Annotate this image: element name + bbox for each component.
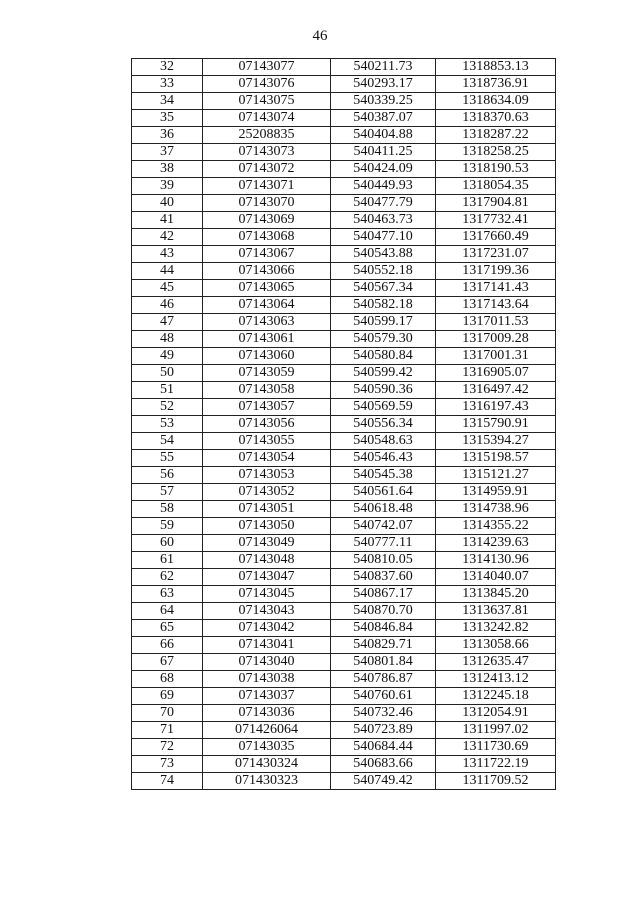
row-number-cell: 68 [132, 671, 203, 688]
point-id-cell: 071430324 [203, 756, 331, 773]
point-id-cell: 07143050 [203, 518, 331, 535]
y-coordinate-cell: 1311709.52 [436, 773, 556, 790]
point-id-cell: 07143036 [203, 705, 331, 722]
table-row [132, 569, 556, 586]
point-id-cell: 25208835 [203, 127, 331, 144]
point-id-cell: 07143037 [203, 688, 331, 705]
row-number-cell: 61 [132, 552, 203, 569]
x-coordinate-cell: 540590.36 [331, 382, 436, 399]
x-coordinate-cell: 540556.34 [331, 416, 436, 433]
y-coordinate-cell: 1317660.49 [436, 229, 556, 246]
row-number-cell: 48 [132, 331, 203, 348]
point-id-cell: 07143060 [203, 348, 331, 365]
row-number-cell: 53 [132, 416, 203, 433]
x-coordinate-cell: 540477.79 [331, 195, 436, 212]
x-coordinate-cell: 540561.64 [331, 484, 436, 501]
x-coordinate-cell: 540387.07 [331, 110, 436, 127]
table-row [132, 722, 556, 739]
y-coordinate-cell: 1314738.96 [436, 501, 556, 518]
table-row [132, 127, 556, 144]
x-coordinate-cell: 540867.17 [331, 586, 436, 603]
table-row [132, 365, 556, 382]
x-coordinate-cell: 540211.73 [331, 59, 436, 76]
table-row [132, 688, 556, 705]
point-id-cell: 07143069 [203, 212, 331, 229]
point-id-cell: 07143038 [203, 671, 331, 688]
x-coordinate-cell: 540339.25 [331, 93, 436, 110]
table-row [132, 212, 556, 229]
table-row [132, 348, 556, 365]
x-coordinate-cell: 540411.25 [331, 144, 436, 161]
table-row [132, 246, 556, 263]
row-number-cell: 37 [132, 144, 203, 161]
x-coordinate-cell: 540580.84 [331, 348, 436, 365]
x-coordinate-cell: 540545.38 [331, 467, 436, 484]
table-row [132, 433, 556, 450]
point-id-cell: 07143040 [203, 654, 331, 671]
x-coordinate-cell: 540552.18 [331, 263, 436, 280]
x-coordinate-cell: 540293.17 [331, 76, 436, 93]
table-row [132, 671, 556, 688]
table-row [132, 76, 556, 93]
y-coordinate-cell: 1313637.81 [436, 603, 556, 620]
row-number-cell: 36 [132, 127, 203, 144]
x-coordinate-cell: 540477.10 [331, 229, 436, 246]
point-id-cell: 07143051 [203, 501, 331, 518]
row-number-cell: 50 [132, 365, 203, 382]
point-id-cell: 07143074 [203, 110, 331, 127]
y-coordinate-cell: 1314040.07 [436, 569, 556, 586]
y-coordinate-cell: 1318370.63 [436, 110, 556, 127]
row-number-cell: 63 [132, 586, 203, 603]
point-id-cell: 07143065 [203, 280, 331, 297]
table-row [132, 399, 556, 416]
table-row [132, 637, 556, 654]
point-id-cell: 07143076 [203, 76, 331, 93]
table-row [132, 552, 556, 569]
y-coordinate-cell: 1314959.91 [436, 484, 556, 501]
point-id-cell: 07143070 [203, 195, 331, 212]
table-row [132, 501, 556, 518]
y-coordinate-cell: 1317904.81 [436, 195, 556, 212]
y-coordinate-cell: 1314355.22 [436, 518, 556, 535]
x-coordinate-cell: 540870.70 [331, 603, 436, 620]
x-coordinate-cell: 540567.34 [331, 280, 436, 297]
y-coordinate-cell: 1317732.41 [436, 212, 556, 229]
y-coordinate-cell: 1311997.02 [436, 722, 556, 739]
x-coordinate-cell: 540684.44 [331, 739, 436, 756]
x-coordinate-cell: 540582.18 [331, 297, 436, 314]
point-id-cell: 07143075 [203, 93, 331, 110]
table-row [132, 654, 556, 671]
y-coordinate-cell: 1312245.18 [436, 688, 556, 705]
x-coordinate-cell: 540749.42 [331, 773, 436, 790]
point-id-cell: 07143054 [203, 450, 331, 467]
point-id-cell: 07143053 [203, 467, 331, 484]
table-row [132, 518, 556, 535]
point-id-cell: 07143035 [203, 739, 331, 756]
row-number-cell: 66 [132, 637, 203, 654]
y-coordinate-cell: 1317199.36 [436, 263, 556, 280]
coordinates-table [131, 58, 556, 790]
y-coordinate-cell: 1318634.09 [436, 93, 556, 110]
table-row [132, 263, 556, 280]
table-row [132, 773, 556, 790]
y-coordinate-cell: 1315394.27 [436, 433, 556, 450]
x-coordinate-cell: 540760.61 [331, 688, 436, 705]
point-id-cell: 07143063 [203, 314, 331, 331]
row-number-cell: 49 [132, 348, 203, 365]
row-number-cell: 38 [132, 161, 203, 178]
y-coordinate-cell: 1315121.27 [436, 467, 556, 484]
point-id-cell: 07143077 [203, 59, 331, 76]
x-coordinate-cell: 540801.84 [331, 654, 436, 671]
x-coordinate-cell: 540449.93 [331, 178, 436, 195]
point-id-cell: 07143042 [203, 620, 331, 637]
row-number-cell: 34 [132, 93, 203, 110]
point-id-cell: 07143052 [203, 484, 331, 501]
row-number-cell: 41 [132, 212, 203, 229]
table-row [132, 603, 556, 620]
table-row [132, 110, 556, 127]
x-coordinate-cell: 540683.66 [331, 756, 436, 773]
row-number-cell: 74 [132, 773, 203, 790]
row-number-cell: 58 [132, 501, 203, 518]
y-coordinate-cell: 1316197.43 [436, 399, 556, 416]
y-coordinate-cell: 1313242.82 [436, 620, 556, 637]
x-coordinate-cell: 540837.60 [331, 569, 436, 586]
y-coordinate-cell: 1316497.42 [436, 382, 556, 399]
point-id-cell: 071430323 [203, 773, 331, 790]
row-number-cell: 44 [132, 263, 203, 280]
y-coordinate-cell: 1313058.66 [436, 637, 556, 654]
table-row [132, 382, 556, 399]
table-row [132, 297, 556, 314]
y-coordinate-cell: 1312635.47 [436, 654, 556, 671]
point-id-cell: 07143064 [203, 297, 331, 314]
row-number-cell: 45 [132, 280, 203, 297]
row-number-cell: 71 [132, 722, 203, 739]
point-id-cell: 07143072 [203, 161, 331, 178]
table-row [132, 144, 556, 161]
y-coordinate-cell: 1315198.57 [436, 450, 556, 467]
page-number: 46 [312, 28, 328, 44]
row-number-cell: 47 [132, 314, 203, 331]
row-number-cell: 55 [132, 450, 203, 467]
table-row [132, 161, 556, 178]
row-number-cell: 65 [132, 620, 203, 637]
y-coordinate-cell: 1317011.53 [436, 314, 556, 331]
table-row [132, 178, 556, 195]
y-coordinate-cell: 1317009.28 [436, 331, 556, 348]
point-id-cell: 07143061 [203, 331, 331, 348]
x-coordinate-cell: 540742.07 [331, 518, 436, 535]
row-number-cell: 72 [132, 739, 203, 756]
point-id-cell: 07143068 [203, 229, 331, 246]
y-coordinate-cell: 1317141.43 [436, 280, 556, 297]
y-coordinate-cell: 1311730.69 [436, 739, 556, 756]
x-coordinate-cell: 540404.88 [331, 127, 436, 144]
table-row [132, 229, 556, 246]
row-number-cell: 59 [132, 518, 203, 535]
x-coordinate-cell: 540829.71 [331, 637, 436, 654]
y-coordinate-cell: 1312413.12 [436, 671, 556, 688]
point-id-cell: 07143047 [203, 569, 331, 586]
y-coordinate-cell: 1317143.64 [436, 297, 556, 314]
point-id-cell: 07143055 [203, 433, 331, 450]
x-coordinate-cell: 540810.05 [331, 552, 436, 569]
point-id-cell: 07143066 [203, 263, 331, 280]
y-coordinate-cell: 1318736.91 [436, 76, 556, 93]
table-row [132, 586, 556, 603]
row-number-cell: 39 [132, 178, 203, 195]
point-id-cell: 07143043 [203, 603, 331, 620]
row-number-cell: 46 [132, 297, 203, 314]
y-coordinate-cell: 1314130.96 [436, 552, 556, 569]
y-coordinate-cell: 1316905.07 [436, 365, 556, 382]
y-coordinate-cell: 1318853.13 [436, 59, 556, 76]
y-coordinate-cell: 1314239.63 [436, 535, 556, 552]
y-coordinate-cell: 1315790.91 [436, 416, 556, 433]
y-coordinate-cell: 1312054.91 [436, 705, 556, 722]
table-row [132, 195, 556, 212]
row-number-cell: 60 [132, 535, 203, 552]
row-number-cell: 43 [132, 246, 203, 263]
x-coordinate-cell: 540543.88 [331, 246, 436, 263]
point-id-cell: 07143057 [203, 399, 331, 416]
table-row [132, 705, 556, 722]
row-number-cell: 33 [132, 76, 203, 93]
x-coordinate-cell: 540599.17 [331, 314, 436, 331]
table-row [132, 739, 556, 756]
point-id-cell: 07143041 [203, 637, 331, 654]
x-coordinate-cell: 540618.48 [331, 501, 436, 518]
y-coordinate-cell: 1311722.19 [436, 756, 556, 773]
table-row [132, 484, 556, 501]
x-coordinate-cell: 540599.42 [331, 365, 436, 382]
y-coordinate-cell: 1318054.35 [436, 178, 556, 195]
table-row [132, 620, 556, 637]
table-row [132, 331, 556, 348]
table-row [132, 416, 556, 433]
point-id-cell: 07143048 [203, 552, 331, 569]
x-coordinate-cell: 540548.63 [331, 433, 436, 450]
x-coordinate-cell: 540786.87 [331, 671, 436, 688]
point-id-cell: 07143056 [203, 416, 331, 433]
x-coordinate-cell: 540846.84 [331, 620, 436, 637]
y-coordinate-cell: 1317231.07 [436, 246, 556, 263]
point-id-cell: 07143067 [203, 246, 331, 263]
row-number-cell: 54 [132, 433, 203, 450]
table-row [132, 314, 556, 331]
x-coordinate-cell: 540424.09 [331, 161, 436, 178]
row-number-cell: 69 [132, 688, 203, 705]
row-number-cell: 57 [132, 484, 203, 501]
table-row [132, 280, 556, 297]
point-id-cell: 07143059 [203, 365, 331, 382]
y-coordinate-cell: 1313845.20 [436, 586, 556, 603]
row-number-cell: 42 [132, 229, 203, 246]
x-coordinate-cell: 540569.59 [331, 399, 436, 416]
coordinates-table-body [132, 59, 556, 790]
row-number-cell: 73 [132, 756, 203, 773]
x-coordinate-cell: 540723.89 [331, 722, 436, 739]
row-number-cell: 64 [132, 603, 203, 620]
point-id-cell: 07143058 [203, 382, 331, 399]
row-number-cell: 52 [132, 399, 203, 416]
y-coordinate-cell: 1318287.22 [436, 127, 556, 144]
x-coordinate-cell: 540777.11 [331, 535, 436, 552]
table-row [132, 467, 556, 484]
y-coordinate-cell: 1318190.53 [436, 161, 556, 178]
table-row [132, 59, 556, 76]
row-number-cell: 62 [132, 569, 203, 586]
row-number-cell: 70 [132, 705, 203, 722]
point-id-cell: 07143071 [203, 178, 331, 195]
x-coordinate-cell: 540463.73 [331, 212, 436, 229]
point-id-cell: 071426064 [203, 722, 331, 739]
row-number-cell: 67 [132, 654, 203, 671]
row-number-cell: 51 [132, 382, 203, 399]
table-row [132, 93, 556, 110]
row-number-cell: 35 [132, 110, 203, 127]
table-row [132, 756, 556, 773]
y-coordinate-cell: 1318258.25 [436, 144, 556, 161]
row-number-cell: 40 [132, 195, 203, 212]
table-row [132, 450, 556, 467]
point-id-cell: 07143049 [203, 535, 331, 552]
point-id-cell: 07143045 [203, 586, 331, 603]
x-coordinate-cell: 540546.43 [331, 450, 436, 467]
y-coordinate-cell: 1317001.31 [436, 348, 556, 365]
table-row [132, 535, 556, 552]
row-number-cell: 56 [132, 467, 203, 484]
x-coordinate-cell: 540732.46 [331, 705, 436, 722]
x-coordinate-cell: 540579.30 [331, 331, 436, 348]
point-id-cell: 07143073 [203, 144, 331, 161]
row-number-cell: 32 [132, 59, 203, 76]
